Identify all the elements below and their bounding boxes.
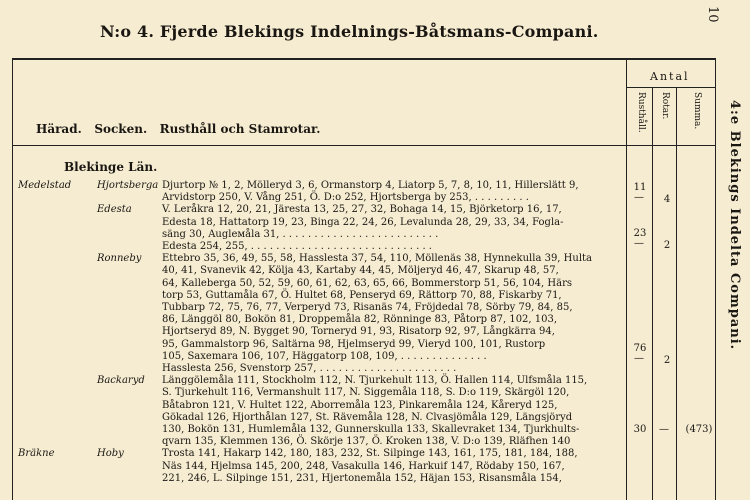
rotar-text-line: Edesta 18, Hattatorp 19, 23, Binga 22, 24, 26, Levalunda 28, 29, 33, 34, Fogla- bbox=[162, 216, 564, 228]
rotar-text-line: 64, Kalleberga 50, 52, 59, 60, 61, 62, 63, 65, 66, Bommerstorp 51, 56, 104, Härs bbox=[162, 277, 572, 289]
summa-header: Summa. bbox=[692, 92, 702, 130]
col-divider-1 bbox=[626, 58, 627, 500]
col-divider-3 bbox=[676, 87, 677, 500]
antal-header: Antal bbox=[650, 70, 690, 83]
page-title: N:o 4. Fjerde Blekings Indelnings-Båtsmans-Compani. bbox=[100, 22, 599, 41]
rotar-text-line: 86, Länggöl 80, Bokön 81, Droppemåla 82, Rönninge 83, Påtorp 87, 102, 103, bbox=[162, 314, 558, 326]
rotar-text-line: Djurtorp № 1, 2, Mölleryd 3, 6, Ormanstorp 4, Liatorp 5, 7, 8, 10, 11, Hillerslätt 9, bbox=[162, 180, 579, 191]
rusthall-dash: — bbox=[634, 238, 644, 249]
table-top-rule bbox=[12, 58, 715, 60]
rotar-value: 2 bbox=[663, 355, 671, 366]
rotar-text-line: V. Leråkra 12, 20, 21, Järesta 13, 25, 27, 32, Bohaga 14, 15, Björketorp 16, 17, bbox=[162, 204, 562, 216]
rotar-text-line: Edesta 254, 255, . . . . . . . . . . . . . . . . . . . . . . . . . . . . . bbox=[162, 241, 432, 252]
rotar-text-line: qvarn 135, Klemmen 136, Ö. Skörje 137, Ö. Kroken 138, V. D:o 139, Rläfhen 140 bbox=[162, 436, 571, 448]
page-number: 10 bbox=[705, 6, 720, 23]
socken-cell: Edesta bbox=[97, 204, 132, 216]
rotar-text-line: 40, 41, Svanevik 42, Kölja 43, Kartaby 44, 45, Möljeryd 46, 47, Skarup 48, 57, bbox=[162, 265, 559, 277]
rotar-text-line: 105, Saxemara 106, 107, Häggatorp 108, 109, . . . . . . . . . . . . . . bbox=[162, 350, 487, 362]
rotar-text-line: 130, Bokön 131, Humlemåla 132, Gunnerskulla 133, Skallevraket 134, Tjurkhults- bbox=[162, 424, 580, 435]
rotar-text-line: Näs 144, Hjelmsa 145, 200, 248, Vasakulla 146, Harkuif 147, Rödaby 150, 167, bbox=[162, 460, 565, 472]
rotar-text-line: Ettebro 35, 36, 49, 55, 58, Hasslesta 37, 54, 110, Möllenäs 38, Hynnekulla 39, Hulta bbox=[162, 253, 593, 265]
socken-cell: Ronneby bbox=[97, 253, 142, 265]
harad-cell: Bräkne bbox=[18, 448, 55, 460]
rotar-value: 4 bbox=[663, 194, 671, 205]
left-border bbox=[12, 58, 13, 500]
side-title: 4:e Blekings Indelta Compani. bbox=[727, 100, 742, 351]
socken-cell: Hjortsberga bbox=[97, 180, 159, 191]
rotar-text-line: säng 30, Augleмåla 31, . . . . . . . . . . . . . . . . . . . . . . . . . bbox=[162, 228, 439, 240]
rusthall-value: 76 bbox=[633, 343, 647, 354]
rotar-text-line: 221, 246, L. Silpinge 151, 231, Hjertonemåla 152, Häjan 153, Risansmåla 154, bbox=[162, 472, 562, 484]
rusthall-dash: — bbox=[634, 353, 644, 364]
rotar-text-line: Arvidstorp 250, V. Vång 251, Ö. D:o 252, Hjortsberga by 253, . . . . . . . . . bbox=[162, 192, 529, 204]
header-bottom-rule bbox=[12, 145, 715, 146]
columns-header: Härad. Socken. Rusthåll och Stamrotar. bbox=[36, 122, 321, 136]
summa-value: (473) bbox=[685, 424, 713, 435]
rusthall-value: 30 bbox=[633, 424, 647, 435]
rotar-text-line: torp 53, Guttamåla 67, Ö. Hultet 68, Penseryd 69, Rättorp 70, 88, Fiskarby 71, bbox=[162, 289, 562, 301]
rotar-text-line: Länggölemåla 111, Stockholm 112, N. Tjurkehult 113, Ö. Hallen 114, Ulfsmåla 115, bbox=[162, 375, 588, 387]
rusthall-dash: — bbox=[634, 192, 644, 203]
rotar-dash: — bbox=[659, 424, 669, 435]
rotar-text-line: Hasslesta 256, Svenstorp 257, . . . . . . . . . . . . . . . . . . . . . . bbox=[162, 363, 457, 374]
rusthall-value: 11 bbox=[633, 182, 647, 193]
rusthall-value: 23 bbox=[633, 228, 647, 239]
socken-cell: Hoby bbox=[97, 448, 124, 460]
rotar-text-line: Gökadal 126, Hjorthålan 127, St. Rävemåla 128, N. Clvasjömåla 129, Längsjöryd bbox=[162, 411, 573, 423]
rotar-header: Rotar. bbox=[660, 92, 670, 120]
col-divider-2 bbox=[652, 87, 653, 500]
rotar-value: 2 bbox=[663, 240, 671, 251]
rotar-text-line: Hjortseryd 89, N. Bygget 90, Torneryd 91, 93, Risatorp 92, 97, Långkärra 94, bbox=[162, 326, 555, 338]
section-heading: Blekinge Län. bbox=[64, 160, 158, 174]
rusthall-header: Rusthåll. bbox=[636, 92, 646, 133]
antal-rule bbox=[626, 87, 715, 88]
rotar-text-line: 95, Gammalstorp 96, Saltärna 98, Hjelmseryd 99, Vieryd 100, 101, Rustorp bbox=[162, 338, 546, 350]
harad-cell: Medelstad bbox=[18, 180, 72, 191]
rotar-text-line: Tubbarp 72, 75, 76, 77, Verperyd 73, Risanäs 74, Fröjdedal 78, Sörby 79, 84, 85, bbox=[162, 302, 573, 313]
socken-cell: Backaryd bbox=[97, 375, 145, 387]
rotar-text-line: Båtabron 121, V. Hultet 122, Aborremåla 123, Pinkaremåla 124, Kåreryd 125, bbox=[162, 399, 558, 411]
rotar-text-line: S. Tjurkehult 116, Vermanshult 117, N. Siggemåla 118, S. D:o 119, Skärgöl 120, bbox=[162, 387, 570, 399]
rotar-text-line: Trosta 141, Hakarp 142, 180, 183, 232, St. Silpinge 143, 161, 175, 181, 184, 188, bbox=[162, 448, 578, 460]
right-border bbox=[715, 58, 716, 500]
